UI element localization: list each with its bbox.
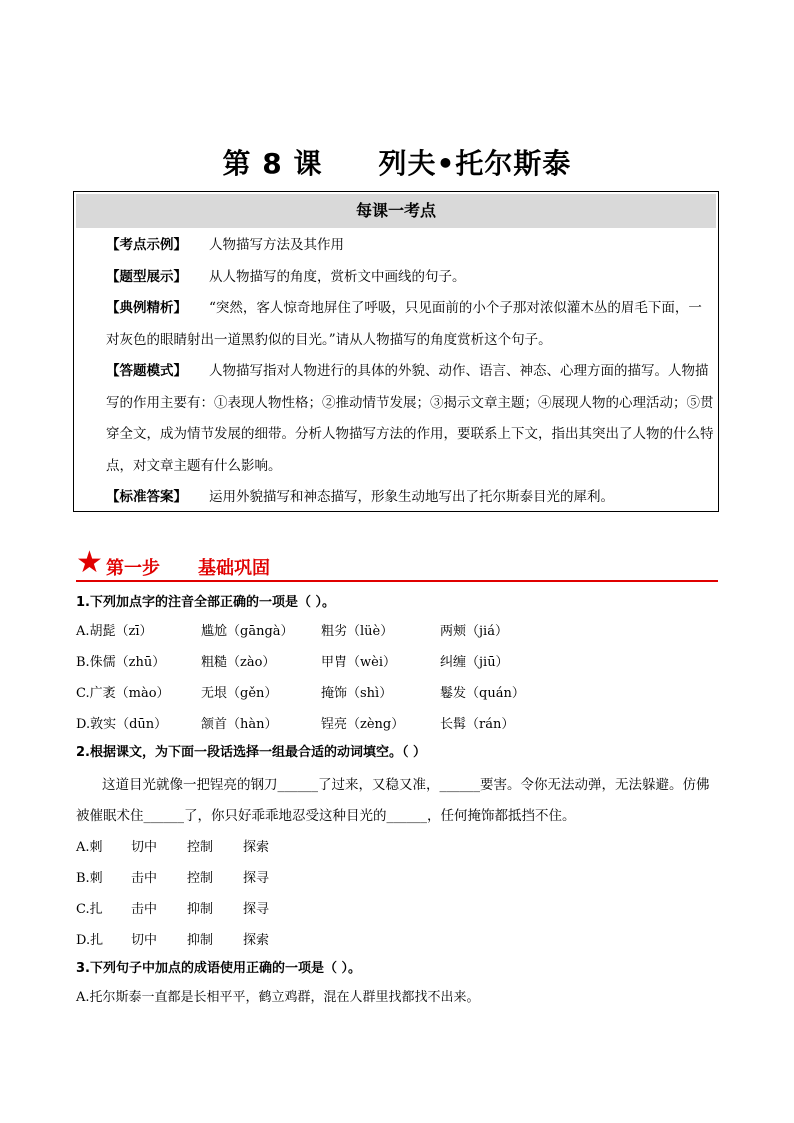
q1-stem: 1.下列加点字的注音全部正确的一项是（ ）。	[76, 595, 336, 610]
key-point-box	[73, 191, 719, 512]
box-row-type: 【题型展示】 从人物描写的角度，赏析文中画线的句子。	[106, 268, 466, 285]
box-row-example: 【考点示例】 人物描写方法及其作用	[106, 237, 344, 253]
q2-passage: 这道目光就像一把锃亮的钢刀______了过来，又稳又准，______要害。令你无法动弹，无法躲避。仿佛被催眠术住______了，你只好乖乖地忍受这种目光的______，任何掩饰都抵挡不住。	[76, 777, 710, 824]
box-row-pattern: 【答题模式】 人物描写指对人物进行的具体的外貌、动作、语言、神态、心理方面的描写。人物描写的作用主要有：①表现人物性格；②推动情节发展；③揭示文章主题；④展现人物的心理活动；⑤贯穿全文，成为情节发展的细带。分析人物描写方法的作用，要联系上下文，指出其突出了人物的什么特点，对文章主题有什么影响。	[106, 363, 714, 474]
q2-option-row: C.扎 击中 抑制 探寻	[76, 902, 270, 917]
q1-option-row: A.胡髭（zī） 尴尬（gāngà） 粗劣（lüè） 两颊（jiá）	[76, 624, 508, 639]
q3-stem: 3.下列句子中加点的成语使用正确的一项是（ ）。	[76, 961, 362, 976]
star-icon: ★	[76, 545, 103, 580]
lesson-number: 第 8 课	[222, 147, 323, 180]
q3-option-a: A.托尔斯泰一直都是长相平平，鹤立鸡群，混在人群里找都找不出来。	[76, 990, 480, 1005]
section-header	[76, 545, 718, 582]
box-body	[74, 228, 718, 514]
questions	[76, 590, 718, 1013]
lesson-name: 列夫•托尔斯泰	[378, 147, 572, 180]
page-title	[0, 142, 794, 182]
box-row-analysis: 【典例精析】 “突然，客人惊奇地屏住了呼吸，只见面前的小个子那对浓似灌木丛的眉毛下面，一对灰色的眼睛射出一道黑豹似的目光。”请从人物描写的角度赏析这个句子。	[106, 300, 702, 348]
q2-option-row: D.扎 切中 抑制 探索	[76, 933, 270, 948]
box-header: 每课一考点	[76, 194, 716, 228]
section-title: 第一步 基础巩固	[106, 558, 270, 579]
q2-stem: 2.根据课文，为下面一段话选择一组最合适的动词填空。（ ）	[76, 745, 427, 760]
box-row-answer: 【标准答案】 运用外貌描写和神态描写，形象生动地写出了托尔斯泰目光的犀利。	[106, 489, 614, 505]
q1-option-row: C.广袤（mào） 无垠（gěn） 掩饰（shì） 鬈发（quán）	[76, 686, 525, 701]
q2-option-row: A.刺 切中 控制 探索	[76, 840, 270, 855]
q1-option-row: B.侏儒（zhū） 粗糙（zào） 甲胄（wèi） 纠缠（jiū）	[76, 655, 509, 670]
q1-option-row: D.敦实（dūn） 颔首（hàn） 锃亮（zèng） 长髯（rán）	[76, 717, 515, 732]
q2-option-row: B.刺 击中 控制 探寻	[76, 871, 270, 886]
